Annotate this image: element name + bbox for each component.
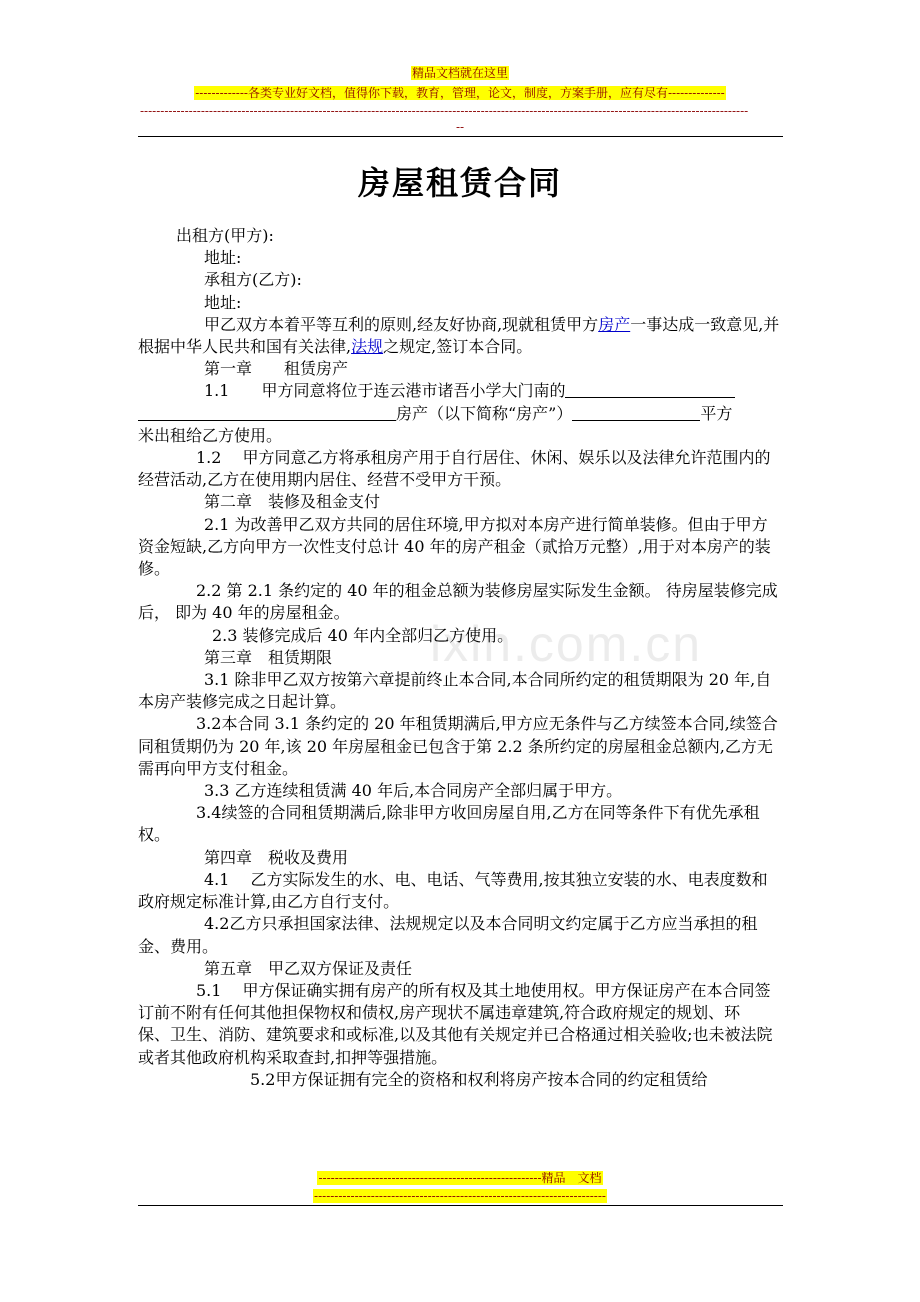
header-banner-title [0, 66, 920, 81]
chapter-4-heading: 第四章 税收及费用 [204, 847, 349, 867]
property-link[interactable]: 房产 [598, 314, 631, 334]
header-banner-tagline [0, 86, 920, 101]
clause-4-2: 4.2乙方只承担国家法律、法规规定以及本合同明文约定属于乙方应当承担的租金、费用。 [138, 914, 758, 956]
location-blank [565, 381, 735, 398]
lessee-address-line: 地址: [204, 292, 242, 312]
clause-1-1-cont [138, 403, 783, 425]
header-banner-title-text: 精品文档就在这里 [411, 66, 508, 80]
regulations-link[interactable]: 法规 [351, 337, 384, 357]
clause-3-2: 3.2本合同 3.1 条约定的 20 年租赁期满后,甲方应无条件与乙方续签本合同,续签合同租赁期仍为 20 年,该 20 年房屋租金已包含于第 2.2 条所约定的房屋租金总额内,乙方无需再向甲方支付租金。 [138, 714, 778, 778]
chapter-3-heading: 第三章 租赁期限 [204, 647, 333, 667]
clause-2-1: 2.1 为改善甲乙双方共同的居住环境,甲方拟对本房产进行简单装修。但由于甲方资金短缺,乙方向甲方一次性支付总计 40 年的房产租金（贰拾万元整）,用于对本房产的装修。 [138, 514, 771, 579]
clause-3-1: 3.1 除非甲乙双方按第六章提前终止本合同,本合同所约定的租赁期限为 20 年,自本房产装修完成之日起计算。 [138, 670, 772, 712]
clause-4-1: 4.1 乙方实际发生的水、电、电话、气等费用,按其独立安装的水、电表度数和政府规定标准计算,由乙方自行支付。 [138, 869, 768, 912]
footer-banner-title [0, 1171, 920, 1186]
document-title: 房屋租赁合同 [357, 164, 562, 202]
clause-1-2: 1.2 甲方同意乙方将承租房产用于自行居住、休闲、娱乐以及法律允许范围内的经营活动,乙方在使用期内居住、经营不受甲方干预。 [138, 448, 771, 490]
watermark: ixin.com.cn [430, 616, 703, 672]
footer-divider [138, 1205, 783, 1206]
header-dash-line: ------------------------------------------------------------------------------------------------------------------------------------------------------ [140, 104, 749, 118]
clause-5-2: 5.2甲方保证拥有完全的资格和权利将房产按本合同的约定租赁给 [250, 1069, 708, 1089]
clause-2-3: 2.3 装修完成后 40 年内全部归乙方使用。 [212, 625, 514, 645]
footer-banner-dash [0, 1189, 920, 1204]
preamble-text-2: 一事达成一致意见,并根据中华人民共和国有关法律, [138, 314, 780, 357]
clause-2-2: 2.2 第 2.1 条约定的 40 年的租金总额为装修房屋实际发生金额。 待房屋装修完成后， 即为 40 年的房屋租金。 [138, 581, 778, 623]
clause-3-4: 3.4续签的合同租赁期满后,除非甲方收回房屋自用,乙方在同等条件下有优先承租权。 [138, 803, 760, 845]
header-divider [138, 136, 783, 137]
footer-banner-title-text: -------------------------------------------------------精品 文档 [318, 1171, 602, 1185]
preamble-paragraph [138, 314, 783, 358]
location-blank-2 [138, 404, 396, 421]
header-dash-tail: -- [455, 120, 465, 134]
clause-1-1-property-text: 房产（以下简称“房产”） [396, 403, 573, 423]
lessor-address-line: 地址: [204, 248, 242, 268]
preamble-text-1: 甲乙双方本着平等互利的原则,经友好协商,现就租赁甲方 [204, 314, 599, 334]
clause-1-1-end: 米出租给乙方使用。 [138, 425, 283, 445]
clause-1-1-text: 1.1 甲方同意将位于连云港市诸吾小学大门南的 [204, 381, 566, 401]
lessee-line: 承租方(乙方): [204, 270, 302, 290]
chapter-2-heading: 第二章 装修及租金支付 [204, 492, 381, 512]
lessor-line: 出租方(甲方): [176, 226, 274, 245]
clause-5-1: 5.1 甲方保证确实拥有房产的所有权及其土地使用权。甲方保证房产在本合同签订前不附有任何其他担保物权和债权,房产现状不属违章建筑,符合政府规定的规划、环 保、卫生、消防、建筑要求和或标准,以及其他有关规定并已合格通过相关验收;也未被法院或者其他政府机构采取查封,扣押等强措施。 [138, 980, 773, 1067]
preamble-text-3: 之规定,签订本合同。 [383, 337, 533, 357]
chapter-5-heading: 第五章 甲乙双方保证及责任 [204, 958, 413, 978]
contract-body [138, 225, 783, 1091]
clause-1-1-unit-text: 平方 [700, 403, 733, 423]
chapter-1-heading: 第一章 租赁房产 [204, 359, 349, 379]
area-blank [572, 404, 700, 421]
clause-3-3: 3.3 乙方连续租赁满 40 年后,本合同房产全部归属于甲方。 [204, 781, 623, 801]
header-banner-tagline-text: -------------各类专业好文档，值得你下载，教育，管理，论文，制度，方案手册，应有尽有-------------- [195, 86, 725, 100]
clause-1-1 [138, 380, 783, 402]
footer-banner-dash-text: ------------------------------------------------------------------------ [314, 1189, 606, 1203]
